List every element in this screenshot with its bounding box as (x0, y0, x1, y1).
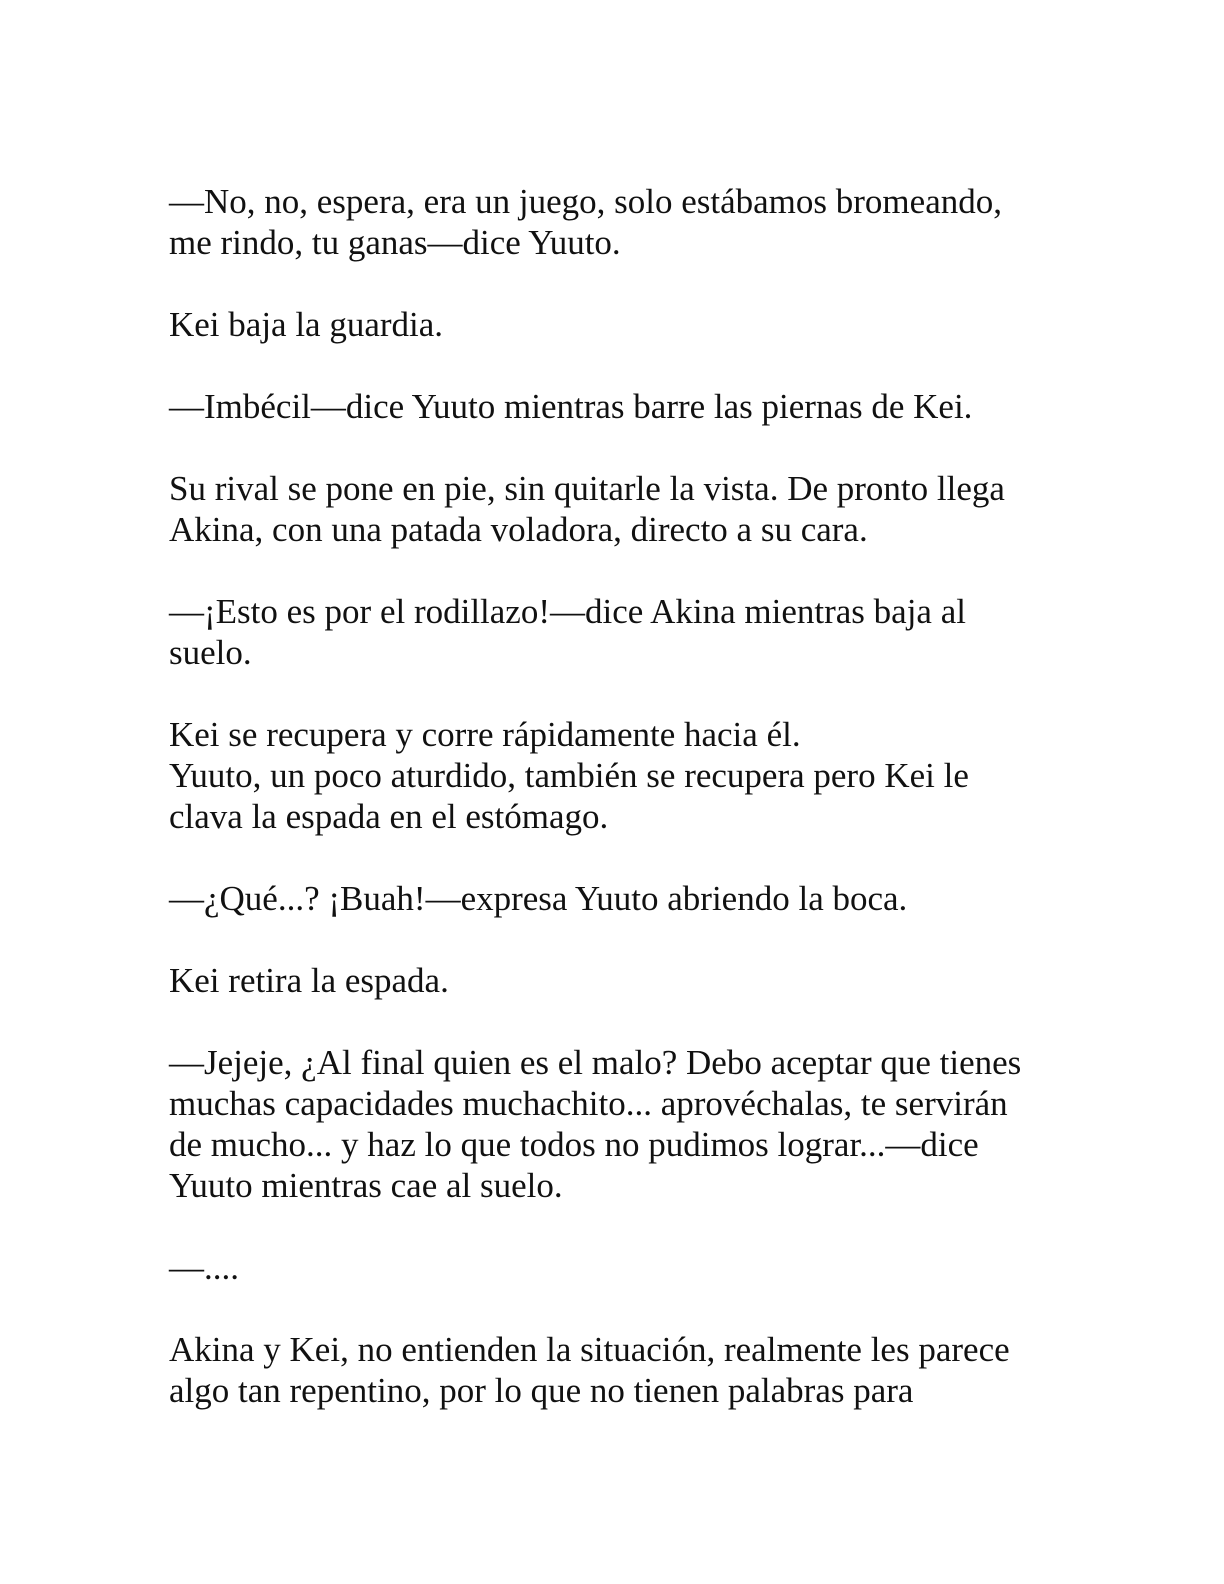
paragraph (169, 878, 1069, 919)
text-line: Kei retira la espada. (169, 961, 449, 1000)
text-line: algo tan repentino, por lo que no tienen palabras para (169, 1371, 914, 1410)
text-line: me rindo, tu ganas—dice Yuuto. (169, 223, 621, 262)
text-line: de mucho... y haz lo que todos no pudimos lograr...—dice (169, 1125, 979, 1164)
text-line: suelo. (169, 633, 252, 672)
text-line: Akina y Kei, no entienden la situación, realmente les parece (169, 1330, 1010, 1369)
paragraph (169, 1042, 1069, 1206)
text-line: —Jejeje, ¿Al final quien es el malo? Debo aceptar que tienes (169, 1043, 1022, 1082)
paragraph (169, 386, 1069, 427)
paragraph (169, 1247, 1069, 1288)
text-line: —¿Qué...? ¡Buah!—expresa Yuuto abriendo la boca. (169, 879, 908, 918)
text-line: —Imbécil—dice Yuuto mientras barre las piernas de Kei. (169, 387, 973, 426)
paragraph (169, 1329, 1069, 1411)
text-line: —.... (169, 1248, 239, 1287)
text-line: —¡Esto es por el rodillazo!—dice Akina mientras baja al (169, 592, 966, 631)
text-line: Yuuto mientras cae al suelo. (169, 1166, 563, 1205)
text-line: Akina, con una patada voladora, directo a su cara. (169, 510, 868, 549)
paragraph (169, 591, 1069, 673)
text-line: Yuuto, un poco aturdido, también se recupera pero Kei le (169, 756, 969, 795)
paragraph (169, 468, 1069, 550)
text-line: clava la espada en el estómago. (169, 797, 609, 836)
text-line: muchas capacidades muchachito... aprovéchalas, te servirán (169, 1084, 1008, 1123)
text-line: Kei se recupera y corre rápidamente hacia él. (169, 715, 801, 754)
paragraph (169, 714, 1069, 837)
paragraph (169, 181, 1069, 263)
body-text (169, 181, 1069, 1452)
paragraph (169, 304, 1069, 345)
text-line: —No, no, espera, era un juego, solo estábamos bromeando, (169, 182, 1002, 221)
text-line: Kei baja la guardia. (169, 305, 444, 344)
text-line: Su rival se pone en pie, sin quitarle la vista. De pronto llega (169, 469, 1005, 508)
paragraph (169, 960, 1069, 1001)
